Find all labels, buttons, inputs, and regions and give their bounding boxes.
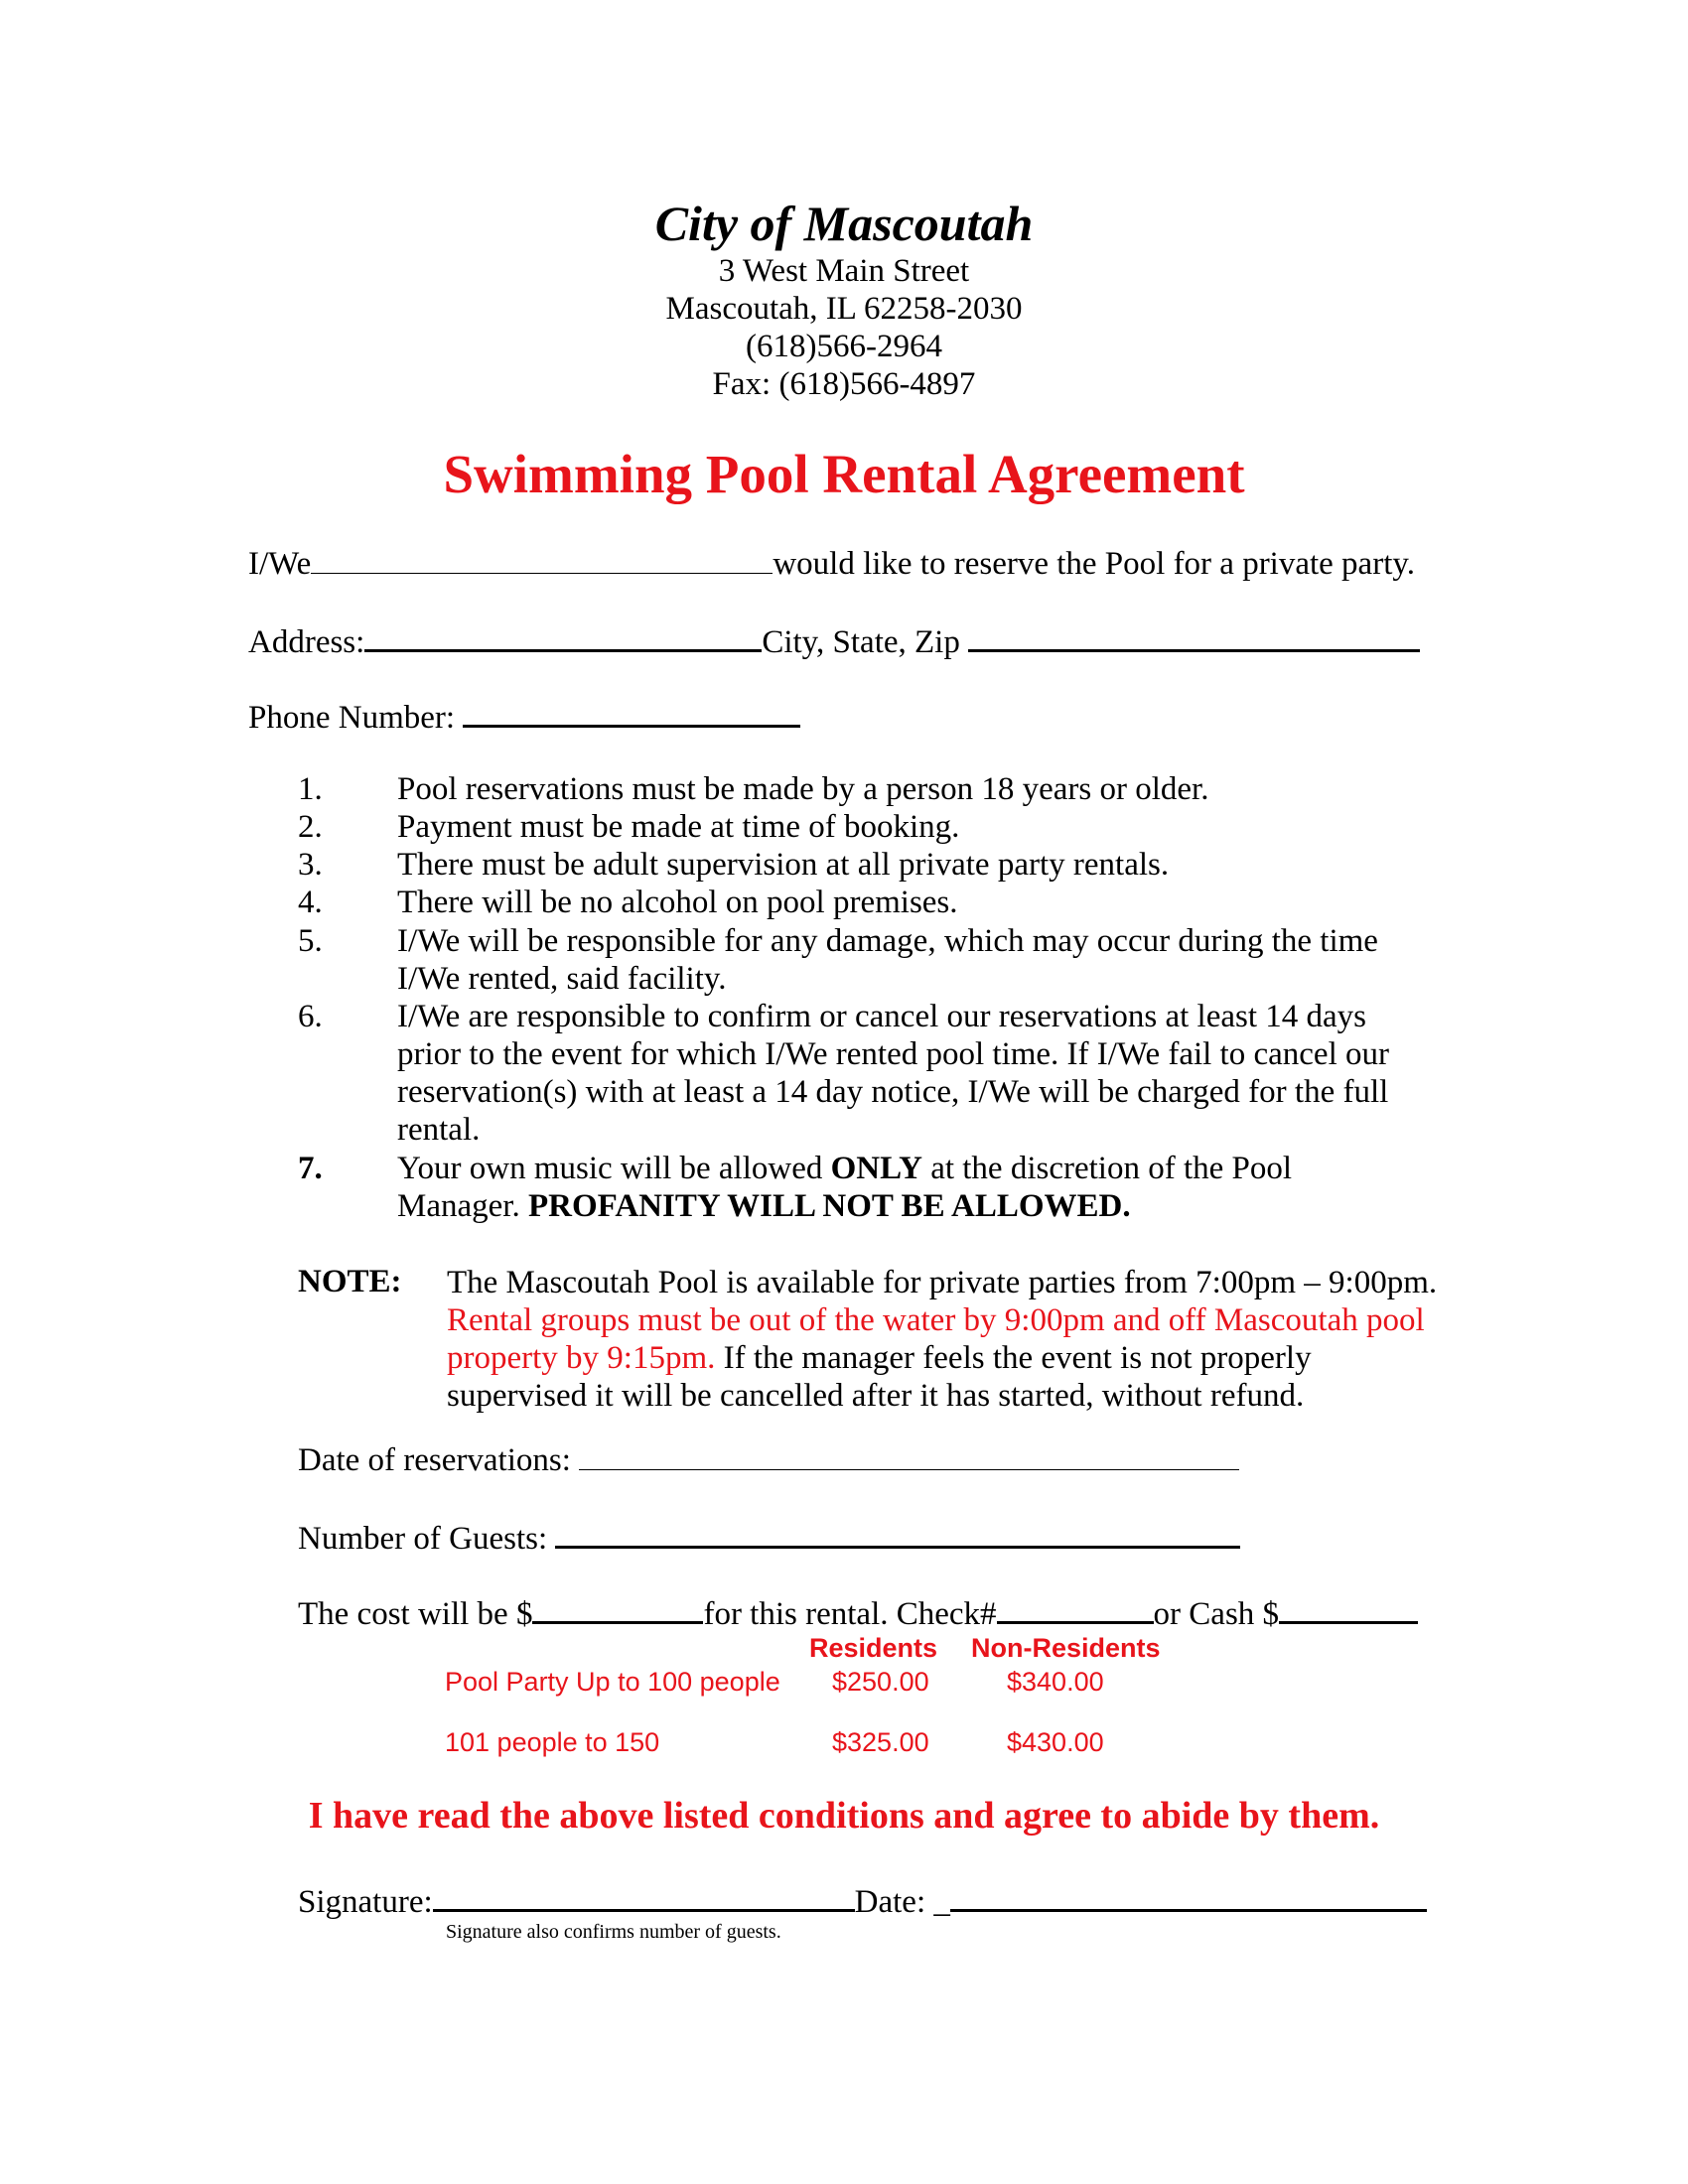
rule-text: Payment must be made at time of booking.: [397, 809, 960, 845]
check-label: for this rental. Check#: [703, 1596, 997, 1632]
date-of-reservation-field[interactable]: [579, 1439, 1239, 1470]
pricing-header-non-residents: Non-Residents: [971, 1633, 1161, 1663]
rule-7-profanity-warning: PROFANITY WILL NOT BE ALLOWED.: [527, 1188, 1131, 1224]
cash-label: or Cash $: [1153, 1596, 1280, 1632]
guests-row: [298, 1516, 1240, 1558]
date-row: [298, 1439, 1239, 1479]
pricing-row-label: Pool Party Up to 100 people: [445, 1667, 780, 1697]
rule-text: There must be adult supervision at all private party rentals.: [397, 847, 1170, 883]
note-text-a: The Mascoutah Pool is available for private parties from 7:00pm – 9:00pm.: [447, 1265, 1438, 1300]
rule-number: 1.: [298, 771, 323, 807]
pricing-row-label: 101 people to 150: [445, 1727, 660, 1757]
cost-row: [298, 1591, 1418, 1633]
cost-label: The cost will be $: [298, 1596, 533, 1632]
rule-7-emphasis: ONLY: [830, 1151, 922, 1186]
date-of-reservation-label: Date of reservations:: [298, 1442, 571, 1478]
city-state-zip-field[interactable]: [968, 619, 1420, 652]
pricing-non-resident-price: $340.00: [1007, 1667, 1104, 1697]
org-name: City of Mascoutah: [654, 196, 1034, 251]
iwe-suffix: would like to reserve the Pool for a private party.: [773, 546, 1415, 582]
phone-row: [248, 695, 800, 737]
phone-field[interactable]: [463, 695, 800, 728]
rule-number: 2.: [298, 809, 323, 845]
phone-number: (618)566-2964: [746, 329, 942, 364]
iwe-prefix: I/We: [248, 546, 312, 582]
name-field[interactable]: [311, 543, 773, 574]
signature-row: [298, 1879, 1427, 1921]
rule-number: 5.: [298, 923, 323, 959]
address-line-1: 3 West Main Street: [718, 253, 970, 289]
pricing-resident-price: $250.00: [832, 1667, 929, 1697]
address-row: [248, 619, 1420, 661]
rule-number: 4.: [298, 885, 323, 920]
note-text: [447, 1264, 1440, 1415]
cost-field[interactable]: [532, 1591, 703, 1624]
note-text-b: If the manager feels the event is not properly supervised it will be cancelled after it has started, without refund.: [447, 1340, 1312, 1414]
rule-text: Pool reservations must be made by a person 18 years or older.: [397, 771, 1209, 807]
iwe-row: [248, 543, 1415, 583]
rule-number: 7.: [298, 1151, 323, 1186]
number-of-guests-label: Number of Guests:: [298, 1521, 548, 1557]
signature-field[interactable]: [433, 1879, 855, 1912]
fax-number: Fax: (618)566-4897: [712, 366, 976, 402]
pricing-non-resident-price: $430.00: [1007, 1727, 1104, 1757]
city-label: City, State, Zip: [762, 624, 960, 660]
page-title: Swimming Pool Rental Agreement: [443, 444, 1245, 504]
rule-text: There will be no alcohol on pool premises.: [397, 885, 958, 920]
rule-number: 3.: [298, 847, 323, 883]
note-label: NOTE:: [298, 1264, 402, 1299]
note-deadline-warning: Rental groups must be out of the water by 9:00pm and off Mascoutah pool property by 9:15pm.: [447, 1302, 1425, 1376]
rule-number: 6.: [298, 999, 323, 1034]
address-line-2: Mascoutah, IL 62258-2030: [665, 291, 1023, 327]
check-number-field[interactable]: [997, 1591, 1154, 1624]
rule-text: I/We are responsible to confirm or cancel our reservations at least 14 days prior to the event for which I/We rented pool time. If I/We fail to cancel our reservation(s) with at least a 14 day notice, I/We will be charged for the full rental.: [397, 999, 1389, 1148]
number-of-guests-field[interactable]: [555, 1516, 1240, 1549]
signature-label: Signature:: [298, 1884, 433, 1920]
signature-date-field[interactable]: [950, 1879, 1427, 1912]
address-label: Address:: [248, 624, 365, 660]
pricing-resident-price: $325.00: [832, 1727, 929, 1757]
rule-text: I/We will be responsible for any damage, which may occur during the time I/We rented, said facility.: [397, 923, 1378, 997]
signature-note: Signature also confirms number of guests.: [446, 1921, 781, 1943]
rule-text: [397, 1150, 1350, 1225]
rule-7-text-a: Your own music will be allowed: [397, 1151, 831, 1186]
rule-7-text-c: at the discretion of the Pool Manager.: [397, 1151, 1293, 1224]
address-field[interactable]: [364, 619, 762, 652]
phone-label: Phone Number:: [248, 700, 456, 736]
agreement-statement: I have read the above listed conditions and agree to abide by them.: [308, 1795, 1380, 1837]
signature-date-label: Date: _: [854, 1884, 950, 1920]
cash-amount-field[interactable]: [1279, 1591, 1418, 1624]
pricing-header-residents: Residents: [809, 1633, 938, 1663]
